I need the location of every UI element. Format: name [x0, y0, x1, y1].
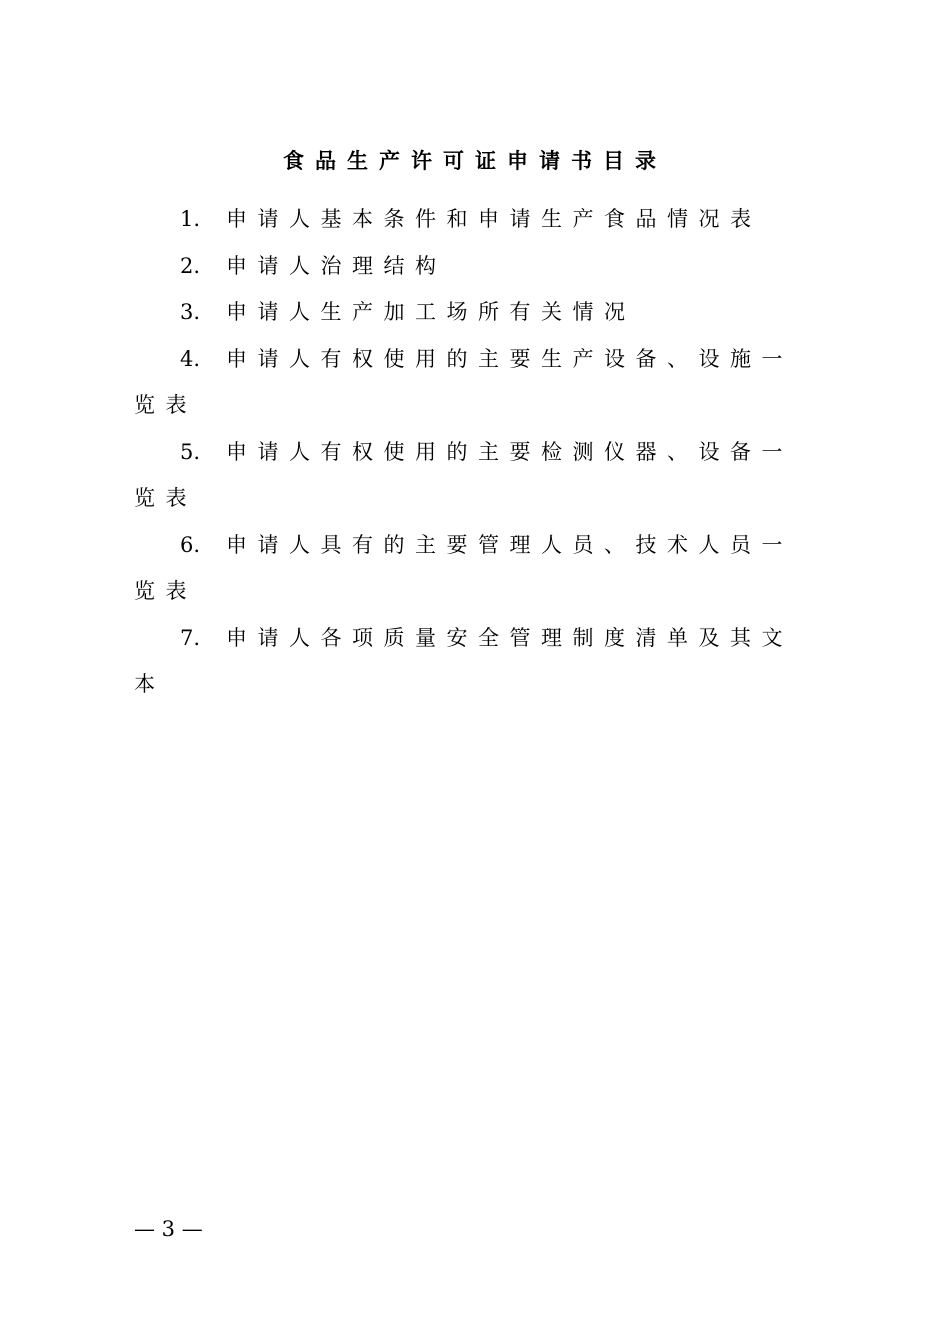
toc-item-text: 申请人有权使用的主要检测仪器、设备一览表	[134, 439, 793, 510]
toc-item-number: 5.	[180, 439, 201, 464]
toc-item-5	[134, 429, 810, 522]
toc-item-text: 申请人具有的主要管理人员、技术人员一览表	[134, 532, 793, 603]
toc-item-2	[134, 243, 810, 290]
toc-item-3	[134, 289, 810, 336]
toc-item-6	[134, 522, 810, 615]
toc-item-number: 1.	[180, 207, 201, 231]
toc-item-number: 3.	[180, 300, 201, 324]
toc-item-number: 4.	[180, 346, 201, 371]
toc-item-text: 申请人治理结构	[226, 253, 447, 278]
toc-item-number: 2.	[180, 253, 201, 278]
toc-item-4	[134, 336, 810, 429]
toc-item-text: 申请人有权使用的主要生产设备、设施一览表	[134, 346, 793, 417]
toc-item-text: 申请人生产加工场所有关情况	[226, 300, 636, 324]
toc-item-1	[134, 196, 810, 243]
table-of-contents	[134, 196, 810, 708]
toc-item-number: 6.	[180, 532, 201, 557]
document-title: 食品生产许可证申请书目录	[283, 148, 667, 173]
toc-item-7	[134, 615, 810, 708]
toc-item-number: 7.	[180, 625, 201, 650]
toc-item-text: 申请人各项质量安全管理制度清单及其文本	[134, 625, 793, 696]
toc-item-text: 申请人基本条件和申请生产食品情况表	[226, 207, 762, 231]
page-number: — 3 —	[134, 1217, 203, 1241]
